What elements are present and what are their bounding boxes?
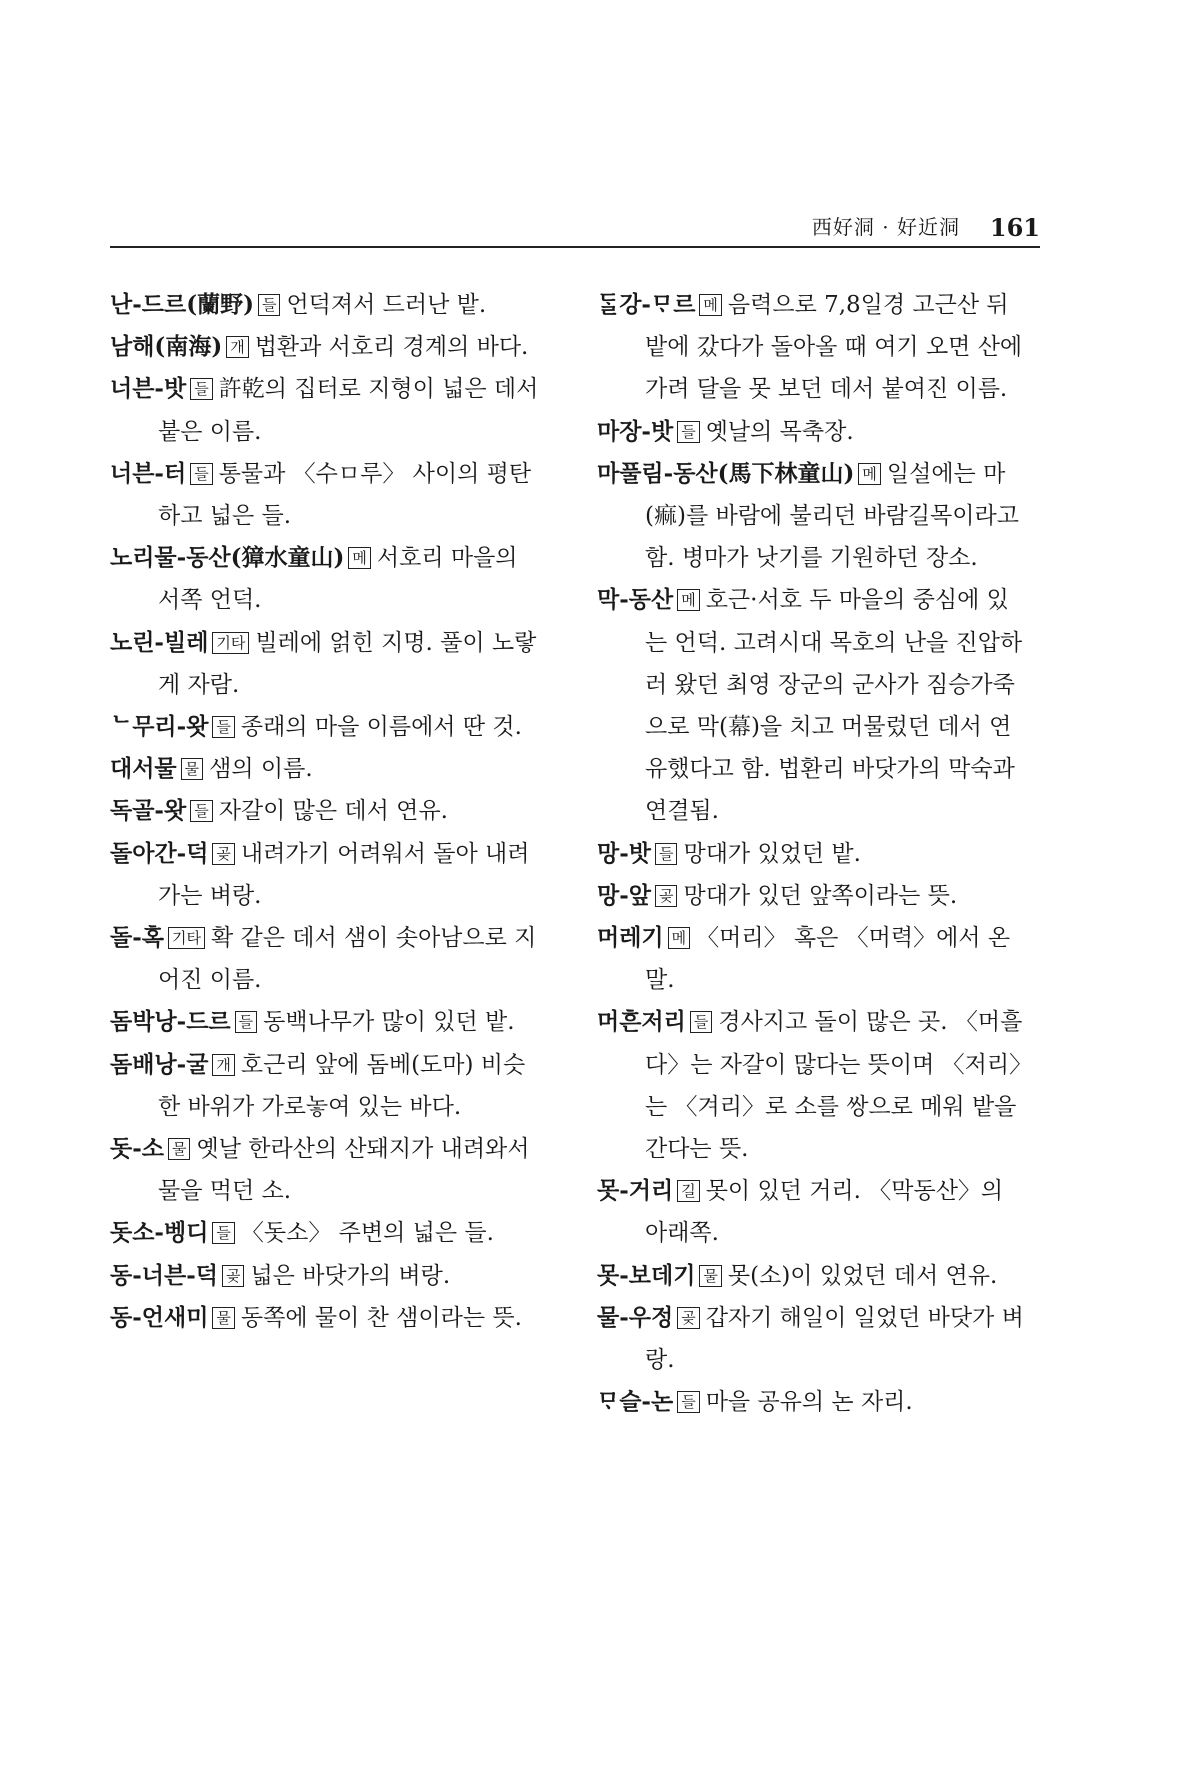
entry-term: 난-드르(蘭野) (110, 291, 254, 318)
dictionary-entry (597, 875, 1027, 917)
running-title: 西好洞 · 好近洞 (811, 215, 960, 239)
category-tag: 물 (699, 1265, 722, 1287)
entry-term: 돌아간-덕 (110, 839, 209, 867)
entry-term: 너븐-밧 (110, 375, 187, 403)
entry-definition: 종래의 마을 이름에서 딴 것. (240, 714, 522, 741)
entry-term: 돔박낭-드르 (110, 1008, 231, 1036)
dictionary-entry (597, 1001, 1027, 1170)
entry-definition: 옛날의 목축장. (705, 418, 854, 445)
dictionary-entry (110, 833, 540, 917)
dictionary-entry (110, 622, 540, 706)
entry-term: ᄃᆞᆯ강-ᄆᆞ르 (597, 291, 696, 318)
dictionary-entry (597, 917, 1027, 1001)
dictionary-entry (110, 748, 540, 790)
dictionary-entry (110, 368, 540, 452)
category-tag: 메 (668, 927, 691, 949)
category-tag: 메 (348, 547, 371, 569)
dictionary-entry (110, 1044, 540, 1128)
entry-term: 독골-왓 (110, 797, 187, 825)
category-tag: 곶 (212, 843, 235, 865)
dictionary-entry (110, 1001, 540, 1043)
category-tag: 들 (677, 421, 700, 443)
entry-definition: 넓은 바닷가의 벼랑. (250, 1262, 451, 1289)
category-tag: 곶 (222, 1265, 245, 1287)
entry-term: ᄆᆞ슬-논 (597, 1388, 674, 1416)
entry-definition: 〈머리〉 혹은 〈머력〉에서 온 말. (645, 925, 1011, 994)
dictionary-entry (110, 284, 540, 326)
dictionary-entry (597, 1255, 1027, 1297)
category-tag: 물 (212, 1307, 235, 1329)
category-tag: 메 (677, 589, 700, 611)
entry-term: 남해(南海) (110, 333, 223, 361)
entry-term: 동-너븐-덕 (110, 1261, 218, 1289)
entry-term: 마장-밧 (597, 417, 674, 445)
entry-definition: 망대가 있던 앞쪽이라는 뜻. (683, 882, 958, 909)
entry-definition: 동백나무가 많이 있던 밭. (263, 1009, 515, 1036)
category-tag: 길 (677, 1180, 700, 1202)
entry-term: 못-보데기 (597, 1261, 696, 1289)
dictionary-entry (110, 917, 540, 1001)
entry-definition: 내려가기 어려워서 돌아 내려가는 벼랑. (158, 840, 530, 909)
entry-definition: 못이 있던 거리. 〈막동산〉의 아래쪽. (645, 1178, 1004, 1247)
dictionary-entry (110, 326, 540, 368)
entry-definition: 〈돗소〉 주변의 넓은 들. (240, 1220, 494, 1247)
entry-term: 노리물-동산(獐水童山) (110, 544, 345, 572)
category-tag: 들 (677, 1391, 700, 1413)
entry-term: 못-거리 (597, 1177, 674, 1205)
category-tag: 개 (212, 1054, 235, 1076)
category-tag: 물 (181, 758, 204, 780)
category-tag: 들 (190, 800, 213, 822)
entry-definition: 확 같은 데서 샘이 솟아남으로 지어진 이름. (158, 925, 537, 994)
dictionary-entry (597, 1170, 1027, 1254)
category-tag: 기타 (212, 632, 249, 654)
dictionary-entry (597, 411, 1027, 453)
dictionary-entry (597, 1297, 1027, 1381)
entry-term: 돌-혹 (110, 924, 164, 952)
dictionary-entry (597, 833, 1027, 875)
entry-term: 돗소-벵디 (110, 1219, 209, 1247)
dictionary-entry (597, 579, 1027, 832)
page-number: 161 (989, 213, 1040, 242)
left-column (110, 284, 540, 1339)
entry-term: 머레기 (597, 924, 664, 952)
category-tag: 메 (699, 294, 722, 316)
entry-definition: 갑자기 해일이 일었던 바닷가 벼랑. (645, 1304, 1024, 1374)
category-tag: 들 (190, 463, 213, 485)
entry-term: 망-앞 (597, 881, 651, 909)
entry-term: 막-동산 (597, 586, 674, 614)
entry-definition: 음력으로 7,8일경 고근산 뒤 밭에 갔다가 돌아올 때 여기 오면 산에 가려 달을 못 보던 데서 붙여진 이름. (645, 292, 1023, 403)
entry-term: 돗-소 (110, 1135, 164, 1163)
category-tag: 메 (858, 463, 881, 485)
category-tag: 들 (258, 294, 281, 316)
right-column (597, 284, 1027, 1423)
dictionary-entry (597, 284, 1027, 411)
entry-term: 동-언새미 (110, 1303, 209, 1331)
entry-definition: 경사지고 돌이 많은 곳. 〈머흘다〉는 자갈이 많다는 뜻이며 〈저리〉는 〈겨리〉로 소를 쌍으로 메워 밭을 간다는 뜻. (645, 1009, 1023, 1163)
entry-definition: 서호리 마을의 서쪽 언덕. (158, 545, 518, 614)
entry-definition: 許乾의 집터로 지형이 넓은 데서 붙은 이름. (158, 376, 539, 445)
entry-term: 망-밧 (597, 839, 651, 867)
dictionary-entry (597, 453, 1027, 580)
category-tag: 개 (226, 336, 249, 358)
entry-definition: 일설에는 마(痲)를 바람에 불리던 바람길목이라고 함. 병마가 낫기를 기원하던 장소. (645, 460, 1019, 572)
entry-definition: 통물과 〈수ㅁ루〉 사이의 평탄하고 넓은 들. (158, 460, 532, 530)
dictionary-entry (597, 1381, 1027, 1423)
entry-definition: 호근리 앞에 돔베(도마) 비슷한 바위가 가로놓여 있는 바다. (158, 1051, 526, 1120)
dictionary-entry (110, 1297, 540, 1339)
dictionary-entry (110, 790, 540, 832)
entry-term: ᄂ무리-왓 (110, 713, 209, 741)
dictionary-entry (110, 1128, 540, 1212)
entry-definition: 옛날 한라산의 산돼지가 내려와서 물을 먹던 소. (158, 1136, 530, 1205)
dictionary-entry (110, 1212, 540, 1254)
entry-term: 너븐-터 (110, 459, 187, 487)
dictionary-entry (110, 706, 540, 748)
dictionary-entry (110, 1255, 540, 1297)
page-header (110, 210, 1040, 248)
entry-definition: 언덕져서 드러난 밭. (286, 292, 487, 318)
category-tag: 기타 (168, 927, 205, 949)
category-tag: 들 (235, 1011, 258, 1033)
category-tag: 들 (212, 1222, 235, 1244)
entry-definition: 호근·서호 두 마을의 중심에 있는 언덕. 고려시대 목호의 난을 진압하러 왔던 최영 장군의 군사가 짐승가죽으로 막(幕)을 치고 머물렀던 데서 연유했다고 함. 법환리 바닷가의 막숙과 연결됨. (645, 587, 1023, 825)
entry-term: 대서물 (110, 755, 177, 783)
entry-term: 노린-빌레 (110, 628, 209, 656)
entry-definition: 샘의 이름. (209, 756, 313, 783)
category-tag: 곶 (677, 1307, 700, 1329)
entry-term: 물-우정 (597, 1303, 674, 1331)
entry-term: 마풀림-동산(馬下林童山) (597, 459, 855, 487)
dictionary-entry (110, 453, 540, 537)
entry-definition: 자갈이 많은 데서 연유. (218, 798, 448, 825)
category-tag: 물 (168, 1138, 191, 1160)
entry-definition: 망대가 있었던 밭. (683, 840, 861, 867)
entry-definition: 빌레에 얽힌 지명. 풀이 노랗게 자람. (158, 629, 537, 698)
entry-term: 머흔저리 (597, 1008, 686, 1036)
entry-definition: 동쪽에 물이 찬 샘이라는 뜻. (240, 1304, 522, 1331)
category-tag: 들 (212, 716, 235, 738)
category-tag: 곶 (655, 885, 678, 907)
category-tag: 들 (690, 1011, 713, 1033)
entry-term: 돔배낭-굴 (110, 1050, 209, 1078)
entry-definition: 못(소)이 있었던 데서 연유. (727, 1262, 998, 1289)
category-tag: 들 (190, 378, 213, 400)
entry-definition: 법환과 서호리 경계의 바다. (254, 334, 529, 361)
dictionary-entry (110, 537, 540, 621)
entry-definition: 마을 공유의 논 자리. (705, 1389, 913, 1416)
category-tag: 들 (655, 843, 678, 865)
